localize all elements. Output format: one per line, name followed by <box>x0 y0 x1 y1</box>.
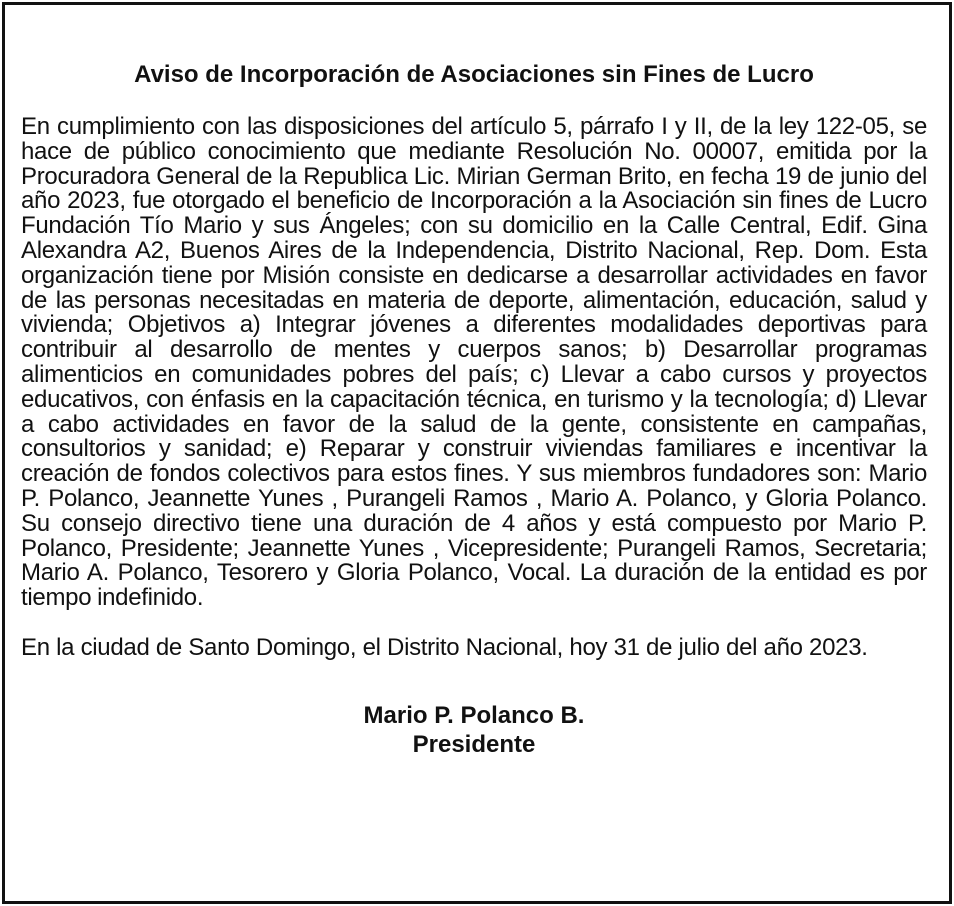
signature-block <box>21 701 927 759</box>
notice-closing: En la ciudad de Santo Domingo, el Distrito Nacional, hoy 31 de julio del año 2023. <box>21 633 868 661</box>
notice-content <box>21 61 927 759</box>
signature-name: Mario P. Polanco B. <box>363 701 585 729</box>
signature-role: Presidente <box>412 730 536 758</box>
notice-body: En cumplimiento con las disposiciones del artículo 5, párrafo I y II, de la ley 122-05, se hace de público conocimiento que mediante Resolución No. 00007, emitida por la Procuradora General de la Republica Lic. Mirian German Brito, en fecha 19 de junio del año 2023, fue otorgado el beneficio de Incorporación a la Asociación sin fines de Lucro Fundación Tío Mario y sus Ángeles; con su domicilio en la Calle Central, Edif. Gina Alexandra A2, Buenos Aires de la Independencia, Distrito Nacional, Rep. Dom. Esta organización tiene por Misión consiste en dedicarse a desarrollar actividades en favor de las personas necesitadas en materia de deporte, alimentación, educación, salud y vivienda; Objetivos a) Integrar jóvenes a diferentes modalidades deportivas para contribuir al desarrollo de mentes y cuerpos sanos; b) Desarrollar programas alimenticios en comunidades pobres del país; c) Llevar a cabo cursos y proyectos educativos, con énfasis en la capacitación técnica, en turismo y la tecnología; d) Llevar a cabo actividades en favor de la salud de la gente, consistente en campañas, consultorios y sanidad; e) Reparar y construir viviendas familiares e incentivar la creación de fondos colectivos para estos fines. Y sus miembros fundadores son: Mario P. Polanco, Jeannette Yunes , Purangeli Ramos , Mario A. Polanco, y Gloria Polanco. Su consejo directivo tiene una duración de 4 años y está compuesto por Mario P. Polanco, Presidente; Jeannette Yunes , Vicepresidente; Purangeli Ramos, Secretaria; Mario A. Polanco, Tesorero y Gloria Polanco, Vocal. La duración de la entidad es por tiempo indefinido. <box>21 113 927 612</box>
notice-frame <box>2 2 952 904</box>
notice-title: Aviso de Incorporación de Asociaciones sin Fines de Lucro <box>134 61 814 88</box>
